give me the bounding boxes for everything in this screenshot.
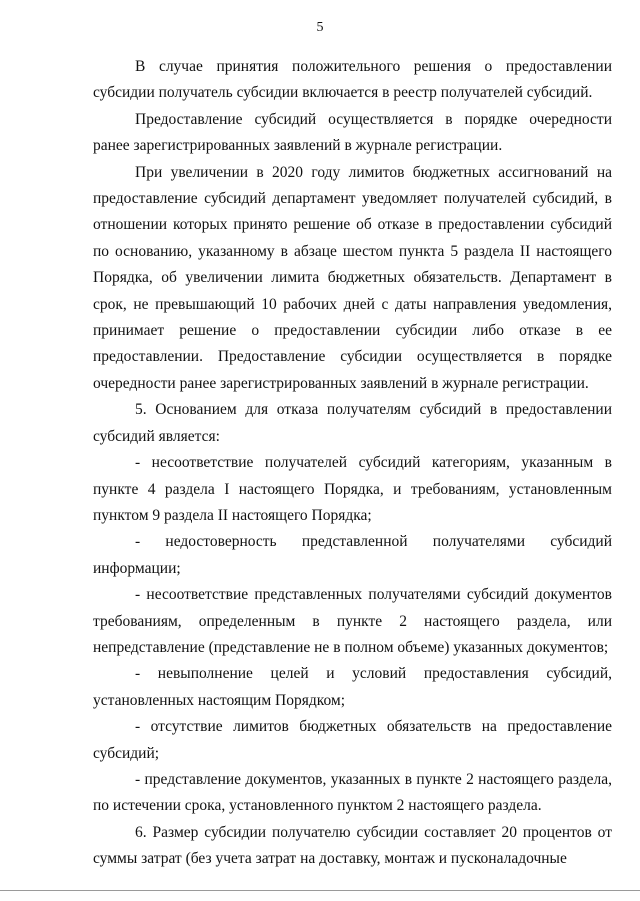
list-item-documents-mismatch: - несоответствие представленных получателями субсидий документов требованиям, определенным в пункте 2 настоящего раздела, или непредставление (представление не в полном объеме) указанных документов; (93, 586, 612, 656)
list-item-unreliable-info: - недостоверность представленной получателями субсидий информации; (93, 533, 612, 577)
list-item-no-limits: - отсутствие лимитов бюджетных обязательств на предоставление субсидий; (93, 718, 612, 762)
list-item-late-documents: - представление документов, указанных в пункте 2 настоящего раздела, по истечении срока, установленного пунктом 2 настоящего раздела. (93, 770, 612, 815)
list-item-goals-not-met: - невыполнение целей и условий предоставления субсидий, установленных настоящим Порядком; (93, 665, 612, 709)
document-body (93, 54, 612, 873)
paragraph-limit-increase: При увеличении в 2020 году лимитов бюджетных ассигнований на предоставление субсидий департамент уведомляет получателей субсидий, в отношении которых принято решение об отказе в предоставлении субсидий по основанию, указанному в абзаце шестом пункта 5 раздела II настоящего Порядка, об увеличении лимита бюджетных обязательств. Департамент в срок, не превышающий 10 рабочих дней с даты направления уведомления, принимает решение о предоставлении субсидии либо отказе в ее предоставлении. Предоставление субсидии осуществляется в порядке очередности ранее зарегистрированных заявлений в журнале регистрации. (93, 163, 612, 392)
paragraph-registry-inclusion: В случае принятия положительного решения о предоставлении субсидии получатель субсидии включается в реестр получателей субсидий. (93, 58, 612, 102)
paragraph-section-6-subsidy-size: 6. Размер субсидии получателю субсидии составляет 20 процентов от суммы затрат (без учета затрат на доставку, монтаж и пусконаладочные (93, 823, 612, 868)
list-item-category-mismatch: - несоответствие получателей субсидий категориям, указанным в пункте 4 раздела I настоящего Порядка, и требованиям, установленным пунктом 9 раздела II настоящего Порядка; (93, 454, 612, 524)
page-number: 5 (316, 20, 324, 35)
paragraph-order-of-provision: Предоставление субсидий осуществляется в порядке очередности ранее зарегистрированных заявлений в журнале регистрации. (93, 110, 612, 155)
page-bottom-divider (0, 890, 640, 891)
paragraph-section-5-heading: 5. Основанием для отказа получателям субсидий в предоставлении субсидий является: (93, 401, 612, 445)
